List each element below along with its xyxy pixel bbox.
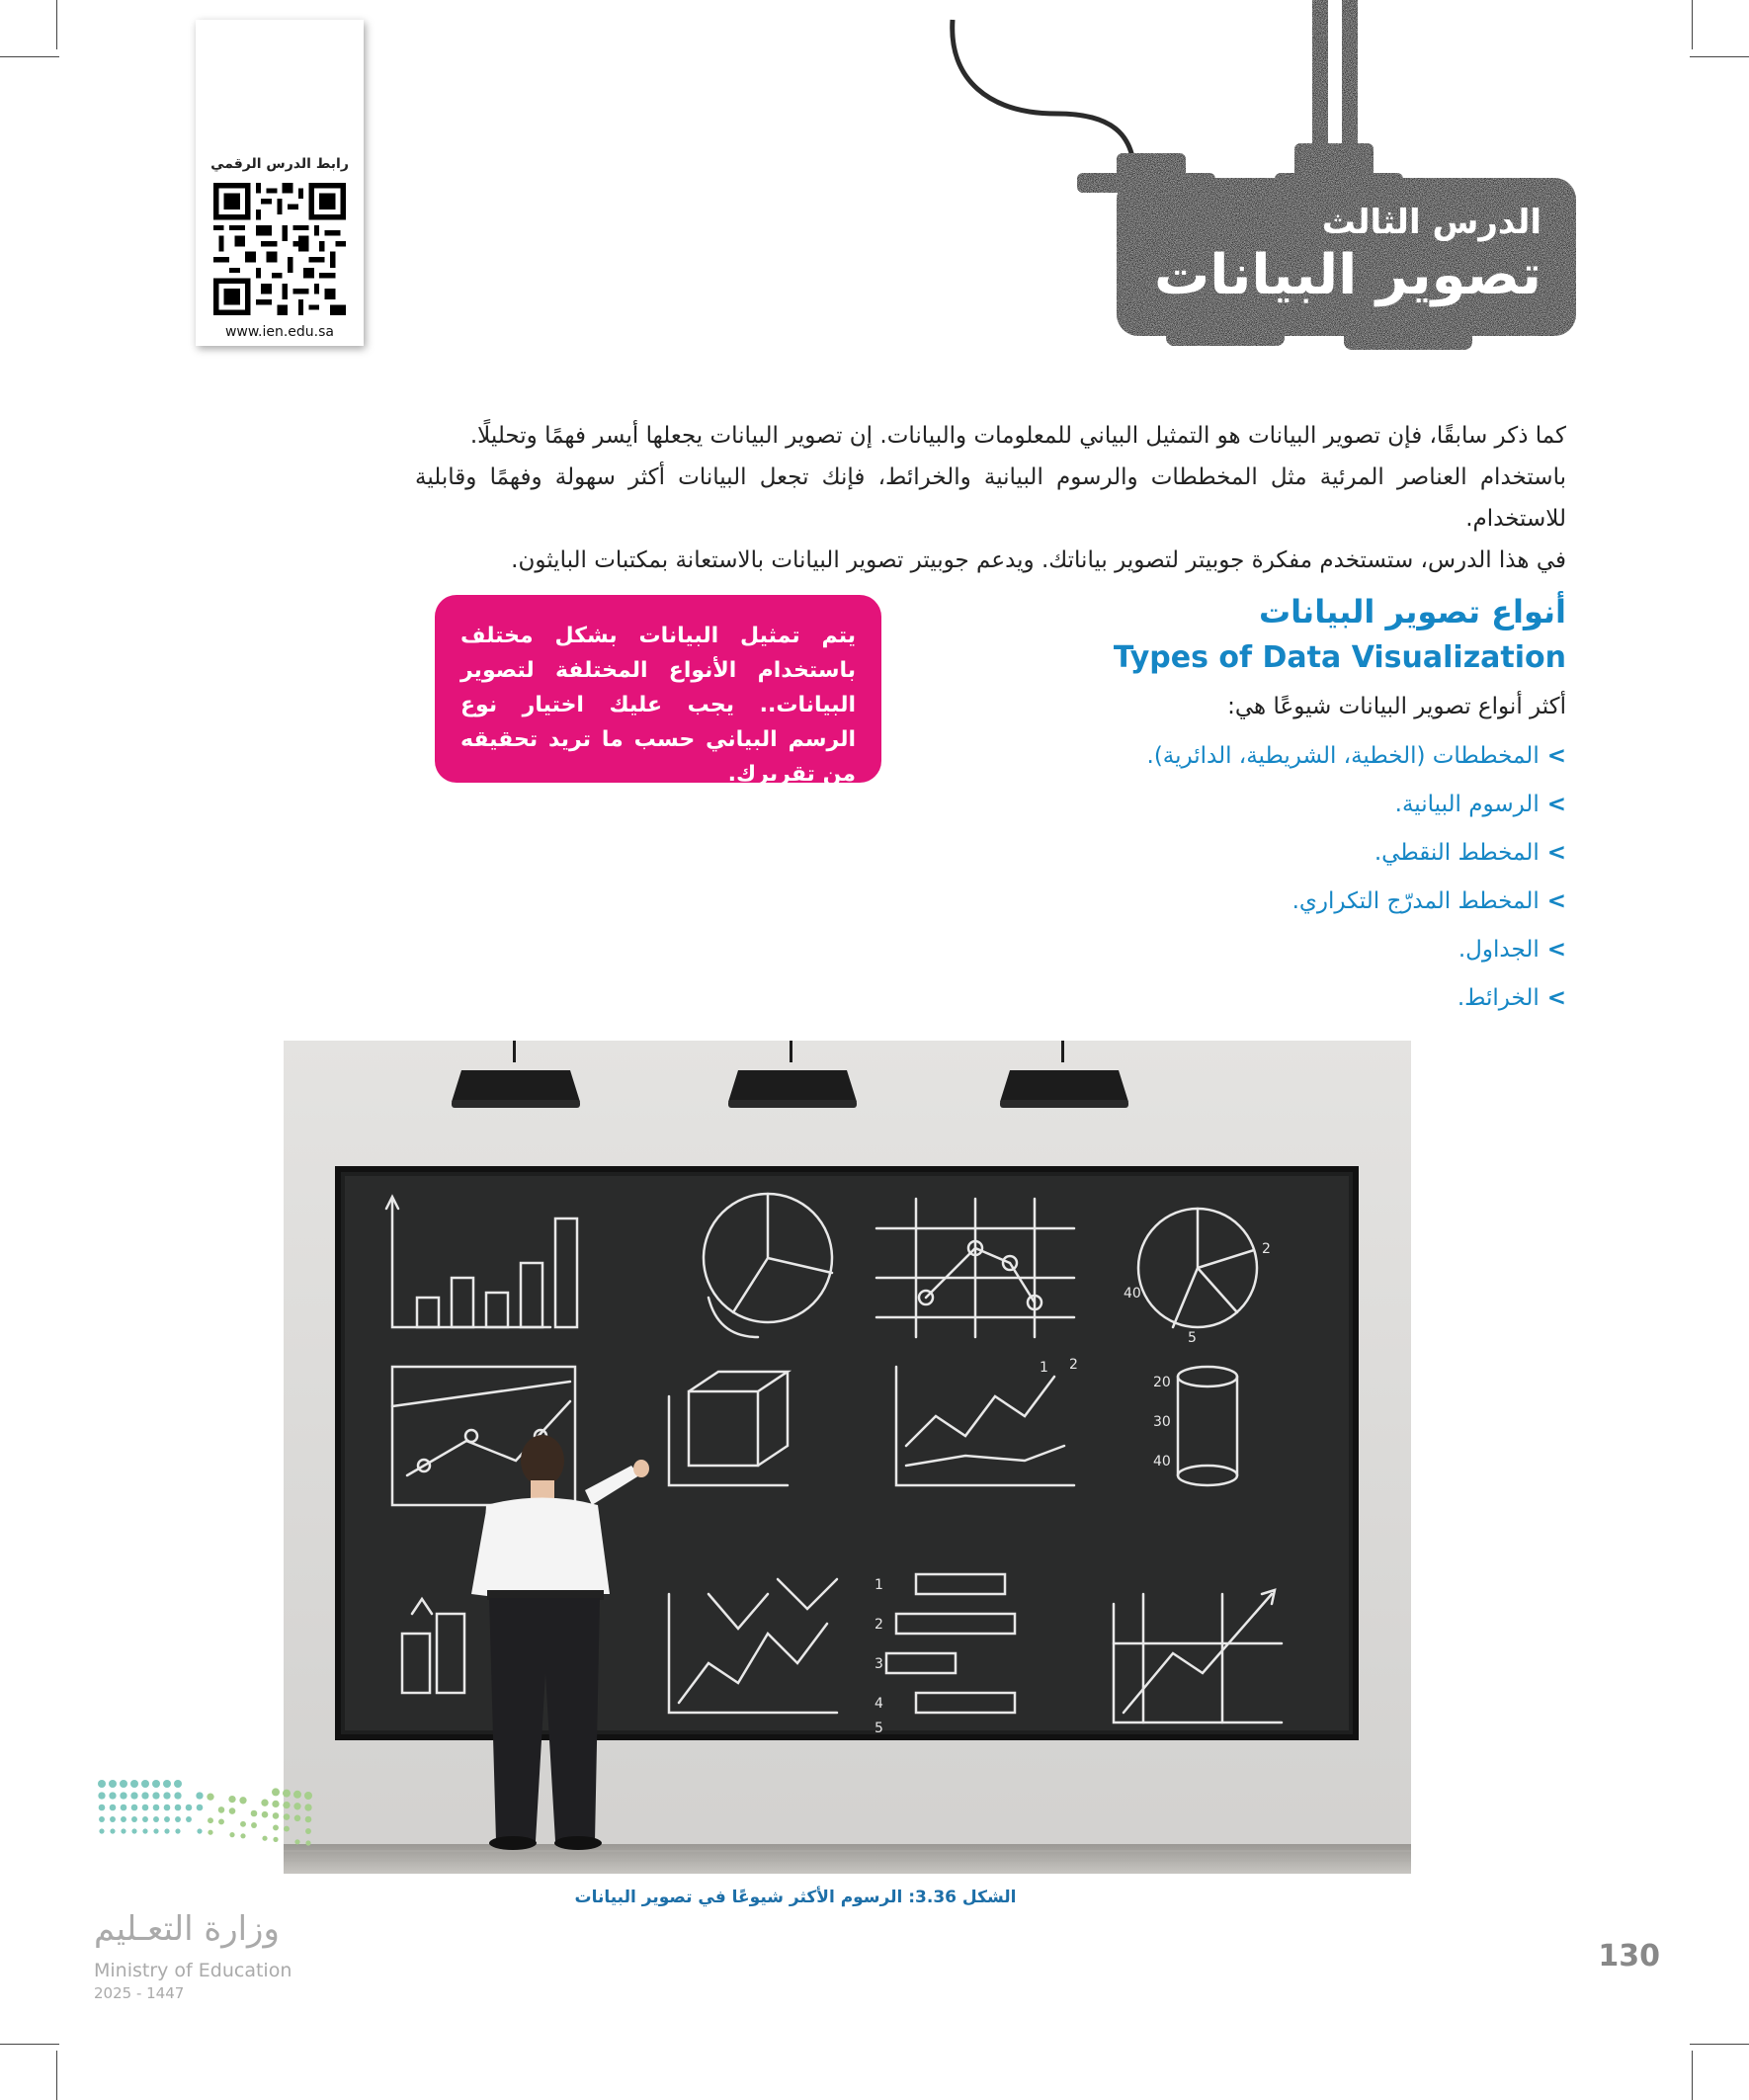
list-item-text: الخرائط. bbox=[1457, 985, 1540, 1011]
logo-dot bbox=[153, 1828, 158, 1833]
logo-dot bbox=[175, 1805, 182, 1811]
logo-dot bbox=[284, 1813, 291, 1820]
svg-text:3: 3 bbox=[874, 1656, 883, 1672]
logo-dot bbox=[174, 1780, 182, 1788]
logo-dot bbox=[153, 1816, 159, 1822]
list-item bbox=[988, 888, 1566, 937]
ministry-name-en: Ministry of Education bbox=[94, 1960, 292, 1981]
logo-dot bbox=[208, 1830, 212, 1835]
logo-dot bbox=[262, 1811, 269, 1818]
logo-dot bbox=[109, 1780, 117, 1788]
logo-dot bbox=[293, 1803, 300, 1809]
logo-dot bbox=[110, 1828, 115, 1833]
logo-dot bbox=[164, 1805, 171, 1811]
logo-dot bbox=[305, 1828, 311, 1834]
lesson-banner-graphic bbox=[929, 0, 1601, 366]
logo-dot bbox=[251, 1810, 258, 1817]
logo-dot bbox=[120, 1792, 126, 1799]
list-item bbox=[988, 985, 1566, 1034]
lesson-label: الدرس الثالث bbox=[1321, 203, 1541, 242]
ministry-year: 2025 - 1447 bbox=[94, 1984, 185, 2002]
qr-label: رابط الدرس الرقمي bbox=[210, 156, 349, 172]
bullet-marker: > bbox=[1546, 888, 1566, 914]
logo-dot bbox=[239, 1797, 246, 1804]
logo-dot bbox=[152, 1792, 159, 1799]
logo-dot bbox=[99, 1805, 106, 1811]
logo-dot bbox=[240, 1833, 245, 1838]
logo-dot bbox=[152, 1780, 160, 1788]
bullet-marker: > bbox=[1546, 937, 1566, 963]
crop-mark bbox=[0, 2044, 59, 2045]
logo-dot bbox=[153, 1805, 160, 1811]
logo-dot bbox=[284, 1826, 290, 1832]
svg-text:20: 20 bbox=[1153, 1375, 1171, 1390]
logo-dot bbox=[305, 1840, 310, 1845]
svg-text:1: 1 bbox=[1040, 1360, 1048, 1376]
logo-dot bbox=[218, 1818, 224, 1824]
logo-dot bbox=[262, 1836, 267, 1841]
logo-dot bbox=[164, 1816, 170, 1822]
list-item bbox=[988, 840, 1566, 888]
chalkboard-photo bbox=[284, 1041, 1411, 1874]
logo-dot bbox=[120, 1780, 127, 1788]
logo-dot bbox=[130, 1792, 137, 1799]
logo-dot bbox=[197, 1828, 202, 1833]
logo-dot bbox=[283, 1802, 290, 1808]
logo-dot bbox=[110, 1816, 116, 1822]
crop-mark bbox=[1692, 0, 1693, 49]
intro-line: باستخدام العناصر المرئية مثل المخططات والرسوم البيانية والخرائط، فإنك تجعل البيانات أكثر سهولة وفهمًا وقابلية للاستخدام. bbox=[415, 464, 1566, 532]
svg-text:1: 1 bbox=[874, 1577, 883, 1593]
logo-dot bbox=[293, 1791, 301, 1799]
list-item bbox=[988, 792, 1566, 840]
logo-dot bbox=[218, 1806, 225, 1813]
list-item bbox=[988, 937, 1566, 985]
crop-mark bbox=[56, 2051, 57, 2100]
logo-dot bbox=[186, 1816, 192, 1822]
logo-dot bbox=[294, 1839, 299, 1844]
logo-dot bbox=[294, 1815, 301, 1822]
bullet-marker: > bbox=[1546, 985, 1566, 1011]
logo-dot bbox=[304, 1804, 311, 1810]
list-item bbox=[988, 743, 1566, 792]
logo-dot bbox=[208, 1817, 213, 1823]
logo-dot bbox=[142, 1816, 148, 1822]
callout-text: يتم تمثيل البيانات بشكل مختلف باستخدام الأنواع المختلفة لتصوير البيانات.. يجب عليك اختيار نوع الرسم البياني حسب ما تريد تحقيقه من تقريرك. bbox=[460, 624, 856, 787]
crop-mark bbox=[0, 56, 59, 57]
logo-dot bbox=[142, 1805, 149, 1811]
logo-dot bbox=[197, 1805, 204, 1811]
logo-dot bbox=[109, 1792, 116, 1799]
logo-dot bbox=[305, 1816, 312, 1823]
svg-text:40: 40 bbox=[1153, 1454, 1171, 1470]
ministry-name-ar: وزارة التعـليم bbox=[94, 1909, 280, 1949]
logo-dot bbox=[110, 1805, 117, 1811]
logo-dot bbox=[273, 1824, 279, 1830]
lesson-title: تصوير البيانات bbox=[1154, 243, 1541, 307]
list-item-text: المخطط المدرّج التكراري. bbox=[1291, 888, 1540, 914]
crop-mark bbox=[56, 0, 57, 49]
logo-dot bbox=[273, 1837, 278, 1842]
qr-code-icon[interactable] bbox=[213, 183, 346, 315]
logo-dot bbox=[196, 1792, 203, 1799]
tip-callout bbox=[435, 595, 881, 787]
ministry-logo-icon bbox=[94, 1774, 331, 1892]
logo-dot bbox=[175, 1828, 180, 1833]
intro-line: في هذا الدرس، ستستخدم مفكرة جوبيتر لتصوير بياناتك. ويدعم جوبيتر تصوير البيانات بالاستعانة بمكتبات البايثون. bbox=[511, 547, 1566, 573]
list-item-text: المخطط النقطي. bbox=[1374, 840, 1540, 866]
svg-text:40: 40 bbox=[1124, 1286, 1141, 1302]
figure-caption: الشكل 3.36: الرسوم الأكثر شيوعًا في تصوير البيانات bbox=[574, 1888, 1017, 1907]
qr-card[interactable] bbox=[196, 20, 364, 346]
logo-dot bbox=[228, 1796, 235, 1803]
bullet-marker: > bbox=[1546, 743, 1566, 769]
intro-line: كما ذكر سابقًا، فإن تصوير البيانات هو التمثيل البياني للمعلومات والبيانات. إن تصوير البيانات يجعلها أيسر فهمًا وتحليلًا. bbox=[469, 423, 1566, 449]
logo-dot bbox=[163, 1780, 171, 1788]
crop-mark bbox=[1690, 2044, 1749, 2045]
list-item-text: المخططات (الخطية، الشريطية، الدائرية). bbox=[1146, 743, 1540, 769]
qr-url[interactable]: www.ien.edu.sa bbox=[224, 324, 335, 340]
logo-dot bbox=[261, 1800, 268, 1806]
intro-paragraph bbox=[415, 415, 1566, 581]
logo-dot bbox=[142, 1828, 147, 1833]
list-intro: أكثر أنواع تصوير البيانات شيوعًا هي: bbox=[1227, 694, 1566, 719]
section-title-en: Types of Data Visualization bbox=[1113, 640, 1566, 675]
logo-dot bbox=[283, 1790, 291, 1798]
logo-dot bbox=[98, 1780, 106, 1788]
logo-dot bbox=[99, 1816, 105, 1822]
svg-text:4: 4 bbox=[874, 1696, 883, 1712]
bullet-marker: > bbox=[1546, 840, 1566, 866]
svg-text:5: 5 bbox=[1188, 1330, 1197, 1346]
section-title-ar: أنواع تصوير البيانات bbox=[1259, 593, 1566, 630]
logo-dot bbox=[175, 1816, 181, 1822]
visualization-types-list bbox=[988, 743, 1566, 1034]
list-item-text: الرسوم البيانية. bbox=[1394, 792, 1540, 817]
svg-text:2: 2 bbox=[1069, 1357, 1078, 1373]
crop-mark bbox=[1692, 2051, 1693, 2100]
logo-dot bbox=[121, 1805, 127, 1811]
logo-dot bbox=[141, 1780, 149, 1788]
svg-text:5: 5 bbox=[874, 1721, 883, 1736]
bullet-marker: > bbox=[1546, 792, 1566, 817]
logo-dot bbox=[121, 1816, 126, 1822]
svg-text:2: 2 bbox=[1262, 1241, 1271, 1257]
logo-dot bbox=[272, 1788, 280, 1796]
logo-dot bbox=[98, 1792, 105, 1799]
svg-text:30: 30 bbox=[1153, 1414, 1171, 1430]
crop-mark bbox=[1690, 56, 1749, 57]
logo-dot bbox=[130, 1780, 138, 1788]
list-item-text: الجداول. bbox=[1458, 937, 1540, 963]
logo-dot bbox=[251, 1822, 257, 1828]
logo-dot bbox=[99, 1828, 104, 1833]
logo-dot bbox=[163, 1792, 170, 1799]
logo-dot bbox=[131, 1816, 137, 1822]
logo-dot bbox=[207, 1794, 213, 1801]
svg-text:2: 2 bbox=[874, 1617, 883, 1633]
logo-dot bbox=[174, 1792, 181, 1799]
logo-dot bbox=[304, 1792, 312, 1800]
logo-dot bbox=[164, 1828, 169, 1833]
logo-dot bbox=[131, 1828, 136, 1833]
logo-dot bbox=[273, 1812, 280, 1819]
logo-dot bbox=[186, 1805, 193, 1811]
logo-dot bbox=[229, 1832, 234, 1837]
page-number: 130 bbox=[1598, 1939, 1660, 1974]
logo-dot bbox=[121, 1828, 125, 1833]
logo-dot bbox=[229, 1807, 236, 1814]
logo-dot bbox=[272, 1801, 279, 1807]
logo-dot bbox=[131, 1805, 138, 1811]
logo-dot bbox=[240, 1821, 246, 1827]
logo-dot bbox=[141, 1792, 148, 1799]
